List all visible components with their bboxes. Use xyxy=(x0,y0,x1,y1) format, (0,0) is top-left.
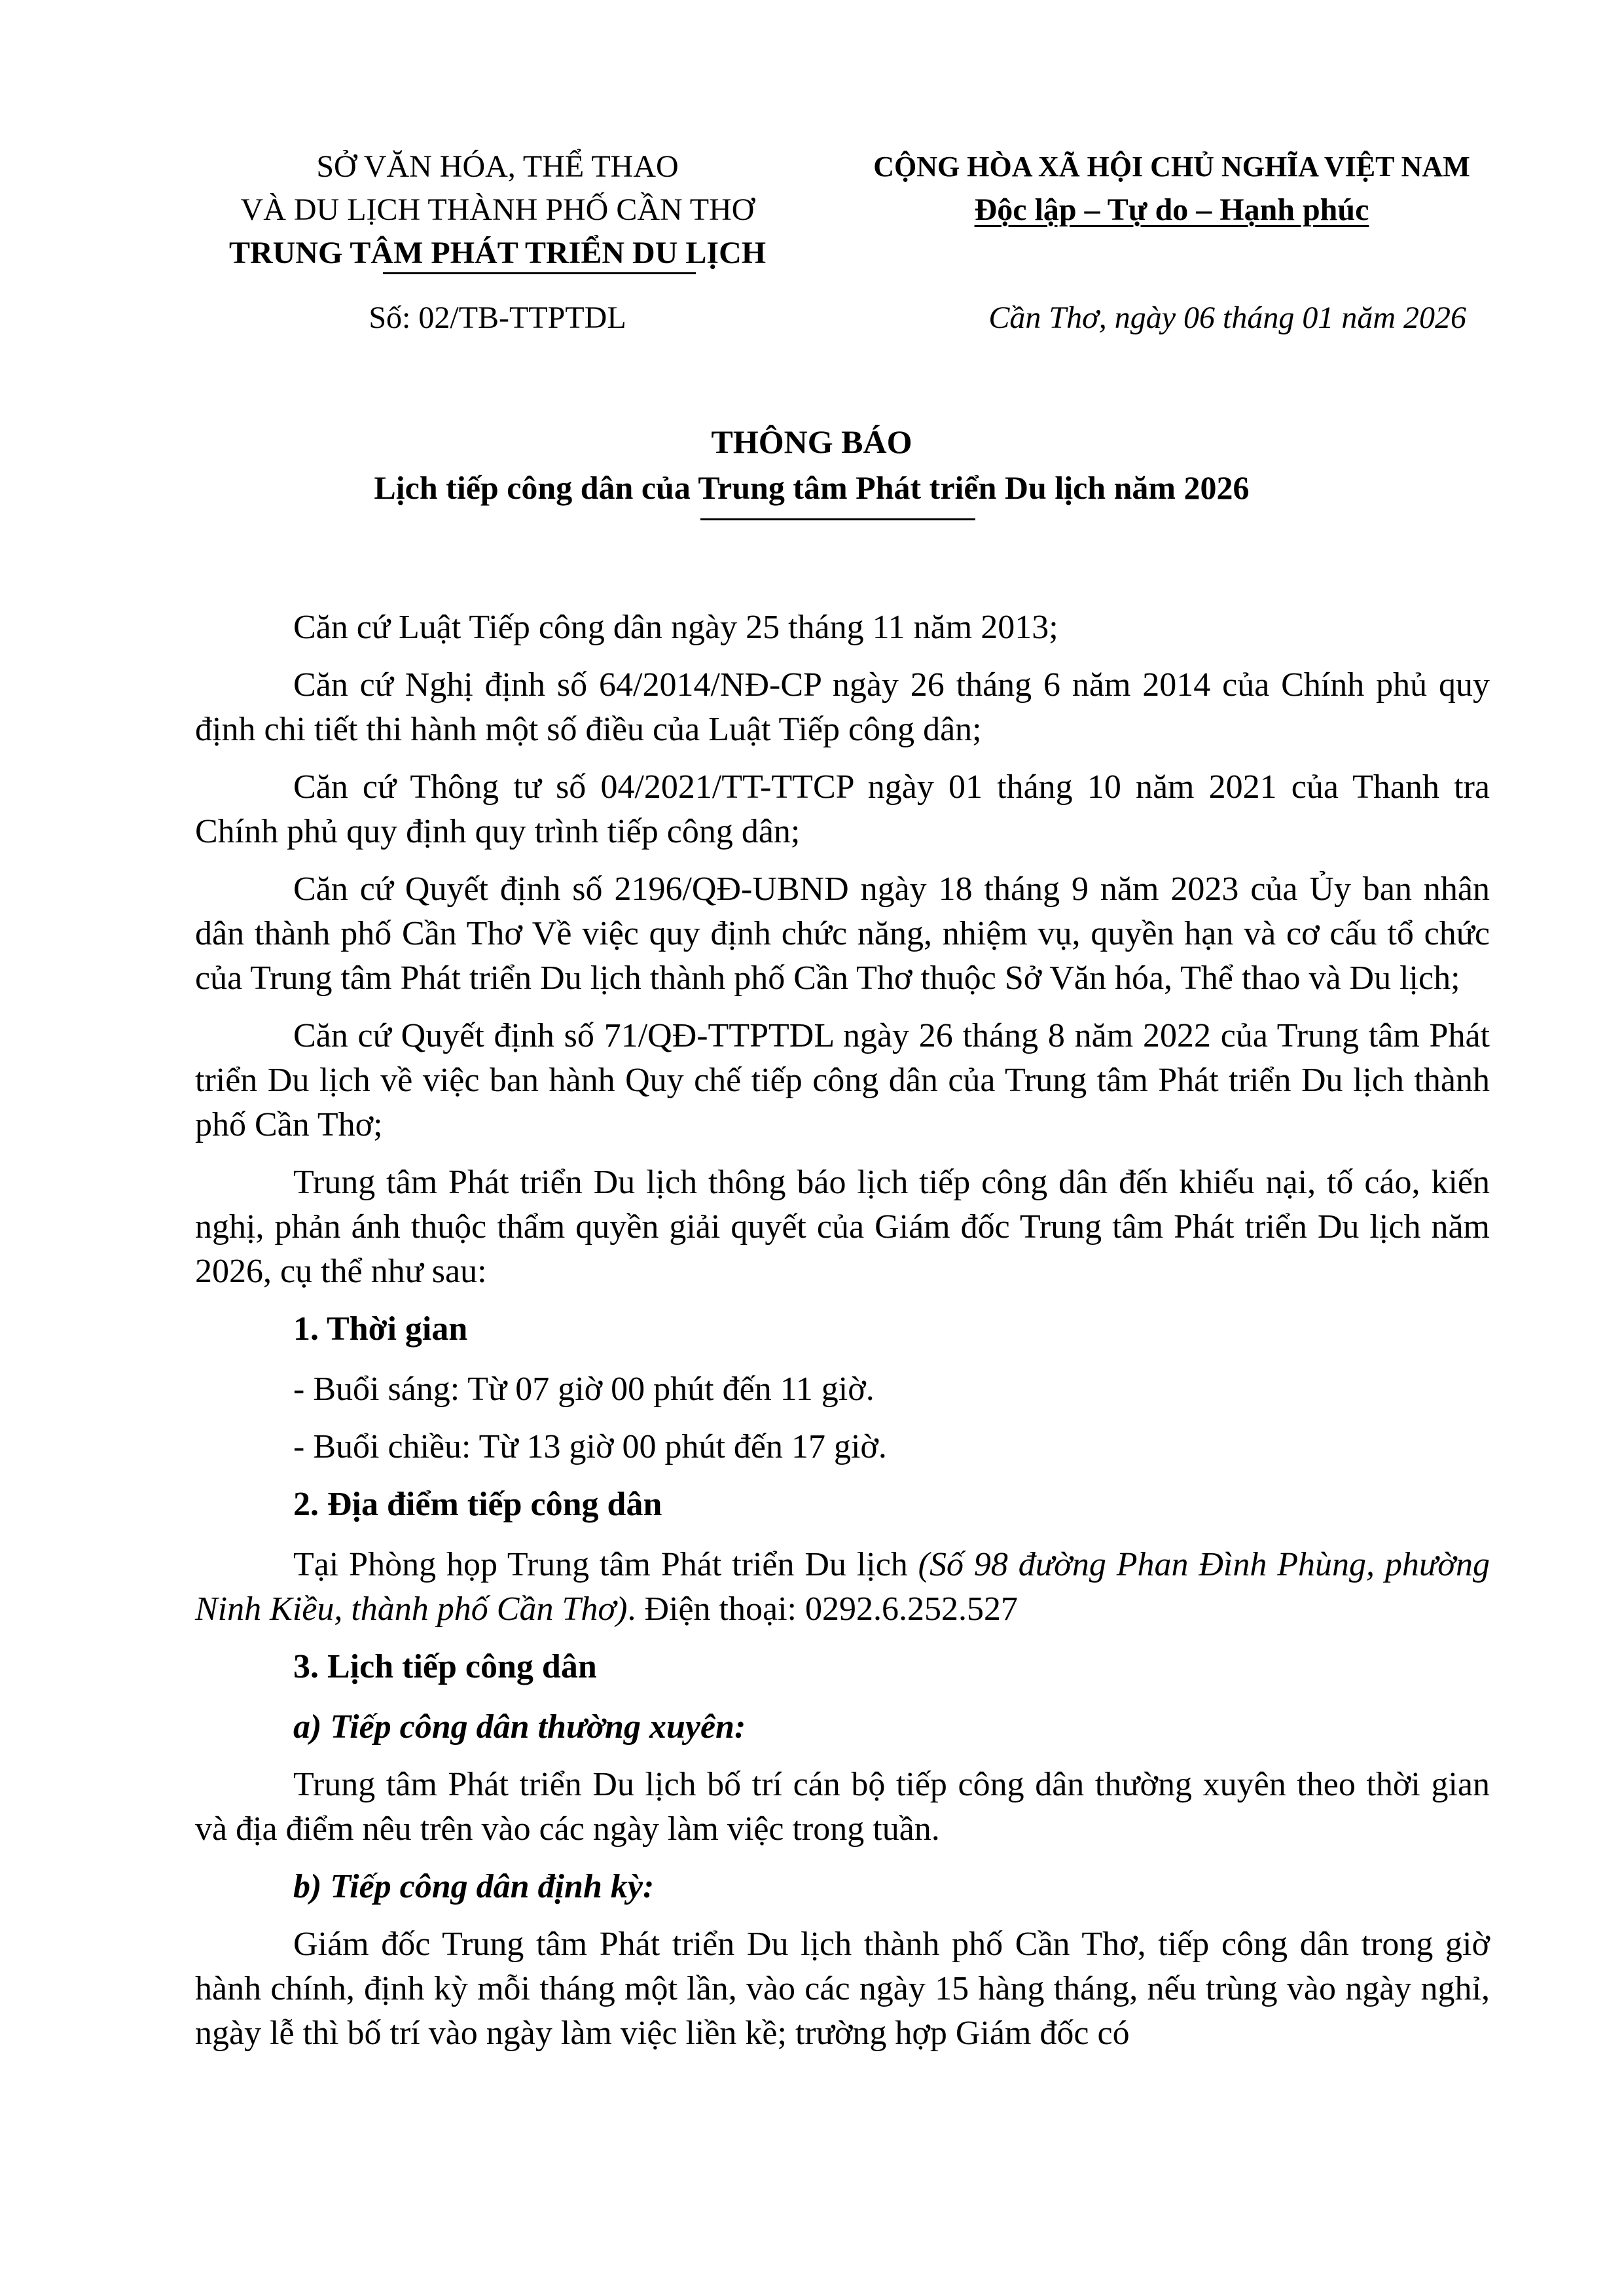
national-motto: Độc lập – Tự do – Hạnh phúc xyxy=(974,192,1369,227)
place-and-date: Cần Thơ, ngày 06 tháng 01 năm 2026 xyxy=(988,300,1466,335)
issuing-agency-block xyxy=(170,145,825,275)
section-heading-schedule: 3. Lịch tiếp công dân xyxy=(293,1648,597,1685)
time-morning: - Buổi sáng: Từ 07 giờ 00 phút đến 11 giờ. xyxy=(293,1371,875,1408)
document-type: THÔNG BÁO xyxy=(711,423,912,460)
time-afternoon: - Buổi chiều: Từ 13 giờ 00 phút đến 17 giờ. xyxy=(293,1428,887,1465)
section-heading-location: 2. Địa điểm tiếp công dân xyxy=(293,1486,662,1523)
basis-paragraph: Căn cứ Quyết định số 71/QĐ-TTPTDL ngày 26 tháng 8 năm 2022 của Trung tâm Phát triển Du lịch về việc ban hành Quy chế tiếp công dân của Trung tâm Phát triển Du lịch thành phố Cần Thơ; xyxy=(195,1017,1490,1143)
country-name: CỘNG HÒA XÃ HỘI CHỦ NGHĨA VIỆT NAM xyxy=(873,151,1470,183)
location-lead: Tại Phòng họp Trung tâm Phát triển Du lịch xyxy=(293,1546,918,1583)
location-phone: . Điện thoại: 0292.6.252.527 xyxy=(627,1590,1018,1628)
document-body xyxy=(195,605,1490,2069)
agency-parent-line1: SỞ VĂN HÓA, THỂ THAO xyxy=(316,149,679,184)
subsection-heading-regular: a) Tiếp công dân thường xuyên: xyxy=(293,1708,746,1746)
document-title xyxy=(196,419,1427,511)
basis-paragraph: Căn cứ Thông tư số 04/2021/TT-TTCP ngày 01 tháng 10 năm 2021 của Thanh tra Chính phủ quy định quy trình tiếp công dân; xyxy=(195,768,1490,850)
basis-paragraph: Căn cứ Nghị định số 64/2014/NĐ-CP ngày 26 tháng 6 năm 2014 của Chính phủ quy định chi tiết thi hành một số điều của Luật Tiếp công dân; xyxy=(195,666,1490,748)
location-paragraph xyxy=(195,1543,1490,1632)
section-heading-time: 1. Thời gian xyxy=(293,1310,468,1348)
regular-reception-text: Trung tâm Phát triển Du lịch bố trí cán bộ tiếp công dân thường xuyên theo thời gian và địa điểm nêu trên vào các ngày làm việc trong tuần. xyxy=(195,1766,1490,1848)
basis-paragraph: Căn cứ Luật Tiếp công dân ngày 25 tháng 11 năm 2013; xyxy=(293,609,1058,646)
title-divider xyxy=(700,518,975,520)
agency-parent-line2: VÀ DU LỊCH THÀNH PHỐ CẦN THƠ xyxy=(240,192,755,227)
basis-paragraph: Căn cứ Quyết định số 2196/QĐ-UBND ngày 18 tháng 9 năm 2023 của Ủy ban nhân dân thành phố Cần Thơ Về việc quy định chức năng, nhiệm vụ, quyền hạn và cơ cấu tổ chức của Trung tâm Phát triển Du lịch thành phố Cần Thơ thuộc Sở Văn hóa, Thể thao và Du lịch; xyxy=(195,870,1490,997)
intro-paragraph: Trung tâm Phát triển Du lịch thông báo lịch tiếp công dân đến khiếu nại, tố cáo, kiến nghị, phản ánh thuộc thẩm quyền giải quyết của Giám đốc Trung tâm Phát triển Du lịch năm 2026, cụ thể như sau: xyxy=(195,1164,1490,1290)
document-number: Số: 02/TB-TTPTDL xyxy=(369,300,626,335)
national-title-block xyxy=(812,145,1532,232)
periodic-reception-text: Giám đốc Trung tâm Phát triển Du lịch thành phố Cần Thơ, tiếp công dân trong giờ hành chính, định kỳ mỗi tháng một lần, vào các ngày 15 hàng tháng, nếu trùng vào ngày nghỉ, ngày lễ thì bố trí vào ngày làm việc liền kề; trường hợp Giám đốc có xyxy=(195,1926,1490,2052)
document-subject: Lịch tiếp công dân của Trung tâm Phát triển Du lịch năm 2026 xyxy=(374,469,1250,506)
subsection-heading-periodic: b) Tiếp công dân định kỳ: xyxy=(293,1868,655,1905)
location-address: (Số 98 đường Phan Đình Phùng, phường Ninh Kiều, thành phố Cần Thơ) xyxy=(195,1546,1490,1628)
agency-name: TRUNG TÂM PHÁT TRIỂN DU LỊCH xyxy=(229,232,766,275)
